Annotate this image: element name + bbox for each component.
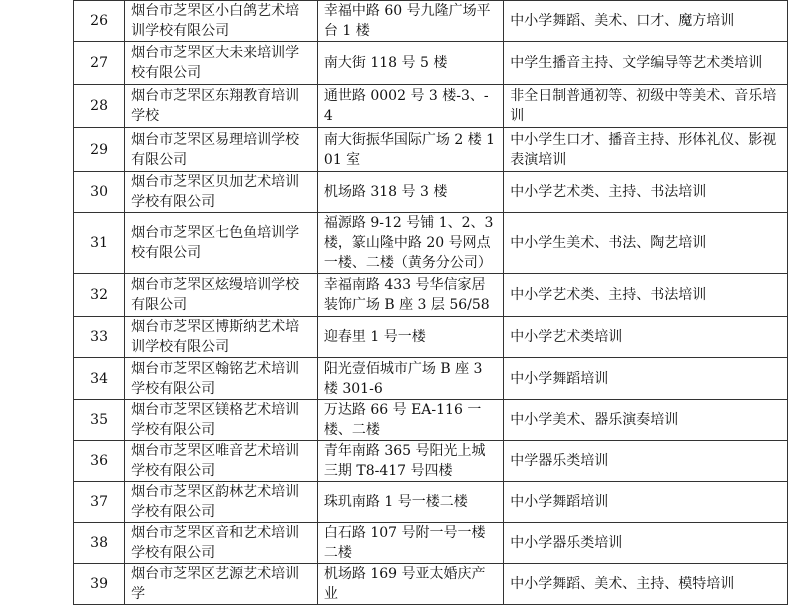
- school-name: 烟台市芝罘区翰铭艺术培训学校有限公司: [125, 358, 318, 400]
- table-row: [74, 213, 788, 274]
- table-row: [74, 42, 788, 85]
- training-scope: 中小学艺术类、主持、书法培训: [504, 274, 788, 317]
- table-row: [74, 1, 788, 42]
- row-number: 31: [74, 213, 125, 274]
- training-scope: 中小学美术、器乐演奏培训: [504, 400, 788, 441]
- school-address: 机场路 169 号亚太婚庆产业: [317, 564, 503, 605]
- school-address: 青年南路 365 号阳光上城三期 T8-417 号四楼: [317, 441, 503, 482]
- school-name: 烟台市芝罘区东翔教育培训学校: [125, 85, 318, 128]
- row-number: 26: [74, 1, 125, 42]
- school-name: 烟台市芝罘区小白鸽艺术培训学校有限公司: [125, 1, 318, 42]
- table-row: [74, 128, 788, 172]
- table-row: [74, 172, 788, 213]
- school-address: 白石路 107 号附一号一楼二楼: [317, 523, 503, 564]
- row-number: 32: [74, 274, 125, 317]
- table-row: [74, 564, 788, 605]
- row-number: 36: [74, 441, 125, 482]
- row-number: 33: [74, 317, 125, 358]
- school-list-table: [73, 0, 788, 605]
- training-scope: 中小学舞蹈培训: [504, 482, 788, 523]
- school-address: 幸福南路 433 号华信家居装饰广场 B 座 3 层 56/58: [317, 274, 503, 317]
- training-scope: 中小学艺术类培训: [504, 317, 788, 358]
- school-address: 幸福中路 60 号九隆广场平台 1 楼: [317, 1, 503, 42]
- school-name: 烟台市芝罘区贝加艺术培训学校有限公司: [125, 172, 318, 213]
- school-address: 迎春里 1 号一楼: [317, 317, 503, 358]
- row-number: 28: [74, 85, 125, 128]
- table-row: [74, 482, 788, 523]
- row-number: 27: [74, 42, 125, 85]
- training-scope: 中学器乐类培训: [504, 441, 788, 482]
- table-row: [74, 85, 788, 128]
- school-address: 南大街振华国际广场 2 楼 101 室: [317, 128, 503, 172]
- school-address: 阳光壹佰城市广场 B 座 3 楼 301-6: [317, 358, 503, 400]
- school-name: 烟台市芝罘区艺源艺术培训学: [125, 564, 318, 605]
- school-name: 烟台市芝罘区博斯纳艺术培训学校有限公司: [125, 317, 318, 358]
- school-address: 通世路 0002 号 3 楼-3、-4: [317, 85, 503, 128]
- table-row: [74, 400, 788, 441]
- row-number: 34: [74, 358, 125, 400]
- school-name: 烟台市芝罘区韵林艺术培训学校有限公司: [125, 482, 318, 523]
- school-name: 烟台市芝罘区大未来培训学校有限公司: [125, 42, 318, 85]
- school-name: 烟台市芝罘区唯音艺术培训学校有限公司: [125, 441, 318, 482]
- table-row: [74, 274, 788, 317]
- table-row: [74, 523, 788, 564]
- training-scope: 中小学舞蹈、美术、口才、魔方培训: [504, 1, 788, 42]
- training-scope: 中小学器乐类培训: [504, 523, 788, 564]
- training-scope: 中小学舞蹈、美术、主持、模特培训: [504, 564, 788, 605]
- training-scope: 中小学生美术、书法、陶艺培训: [504, 213, 788, 274]
- row-number: 38: [74, 523, 125, 564]
- school-name: 烟台市芝罘区七色鱼培训学校有限公司: [125, 213, 318, 274]
- row-number: 39: [74, 564, 125, 605]
- school-name: 烟台市芝罘区炫缦培训学校有限公司: [125, 274, 318, 317]
- training-scope: 中小学舞蹈培训: [504, 358, 788, 400]
- training-scope: 非全日制普通初等、初级中等美术、音乐培训: [504, 85, 788, 128]
- school-name: 烟台市芝罘区音和艺术培训学校有限公司: [125, 523, 318, 564]
- row-number: 37: [74, 482, 125, 523]
- row-number: 30: [74, 172, 125, 213]
- table-row: [74, 358, 788, 400]
- school-address: 福源路 9-12 号铺 1、2、3 楼，篆山隆中路 20 号网点一楼、二楼（黄务分公司）: [317, 213, 503, 274]
- row-number: 29: [74, 128, 125, 172]
- school-address: 南大街 118 号 5 楼: [317, 42, 503, 85]
- table-row: [74, 441, 788, 482]
- training-scope: 中小学生口才、播音主持、形体礼仪、影视表演培训: [504, 128, 788, 172]
- school-name: 烟台市芝罘区镁格艺术培训学校有限公司: [125, 400, 318, 441]
- table-row: [74, 317, 788, 358]
- training-scope: 中小学艺术类、主持、书法培训: [504, 172, 788, 213]
- school-address: 机场路 318 号 3 楼: [317, 172, 503, 213]
- school-name: 烟台市芝罘区易理培训学校有限公司: [125, 128, 318, 172]
- school-address: 珠玑南路 1 号一楼二楼: [317, 482, 503, 523]
- training-scope: 中学生播音主持、文学编导等艺术类培训: [504, 42, 788, 85]
- school-address: 万达路 66 号 EA-116 一楼、二楼: [317, 400, 503, 441]
- row-number: 35: [74, 400, 125, 441]
